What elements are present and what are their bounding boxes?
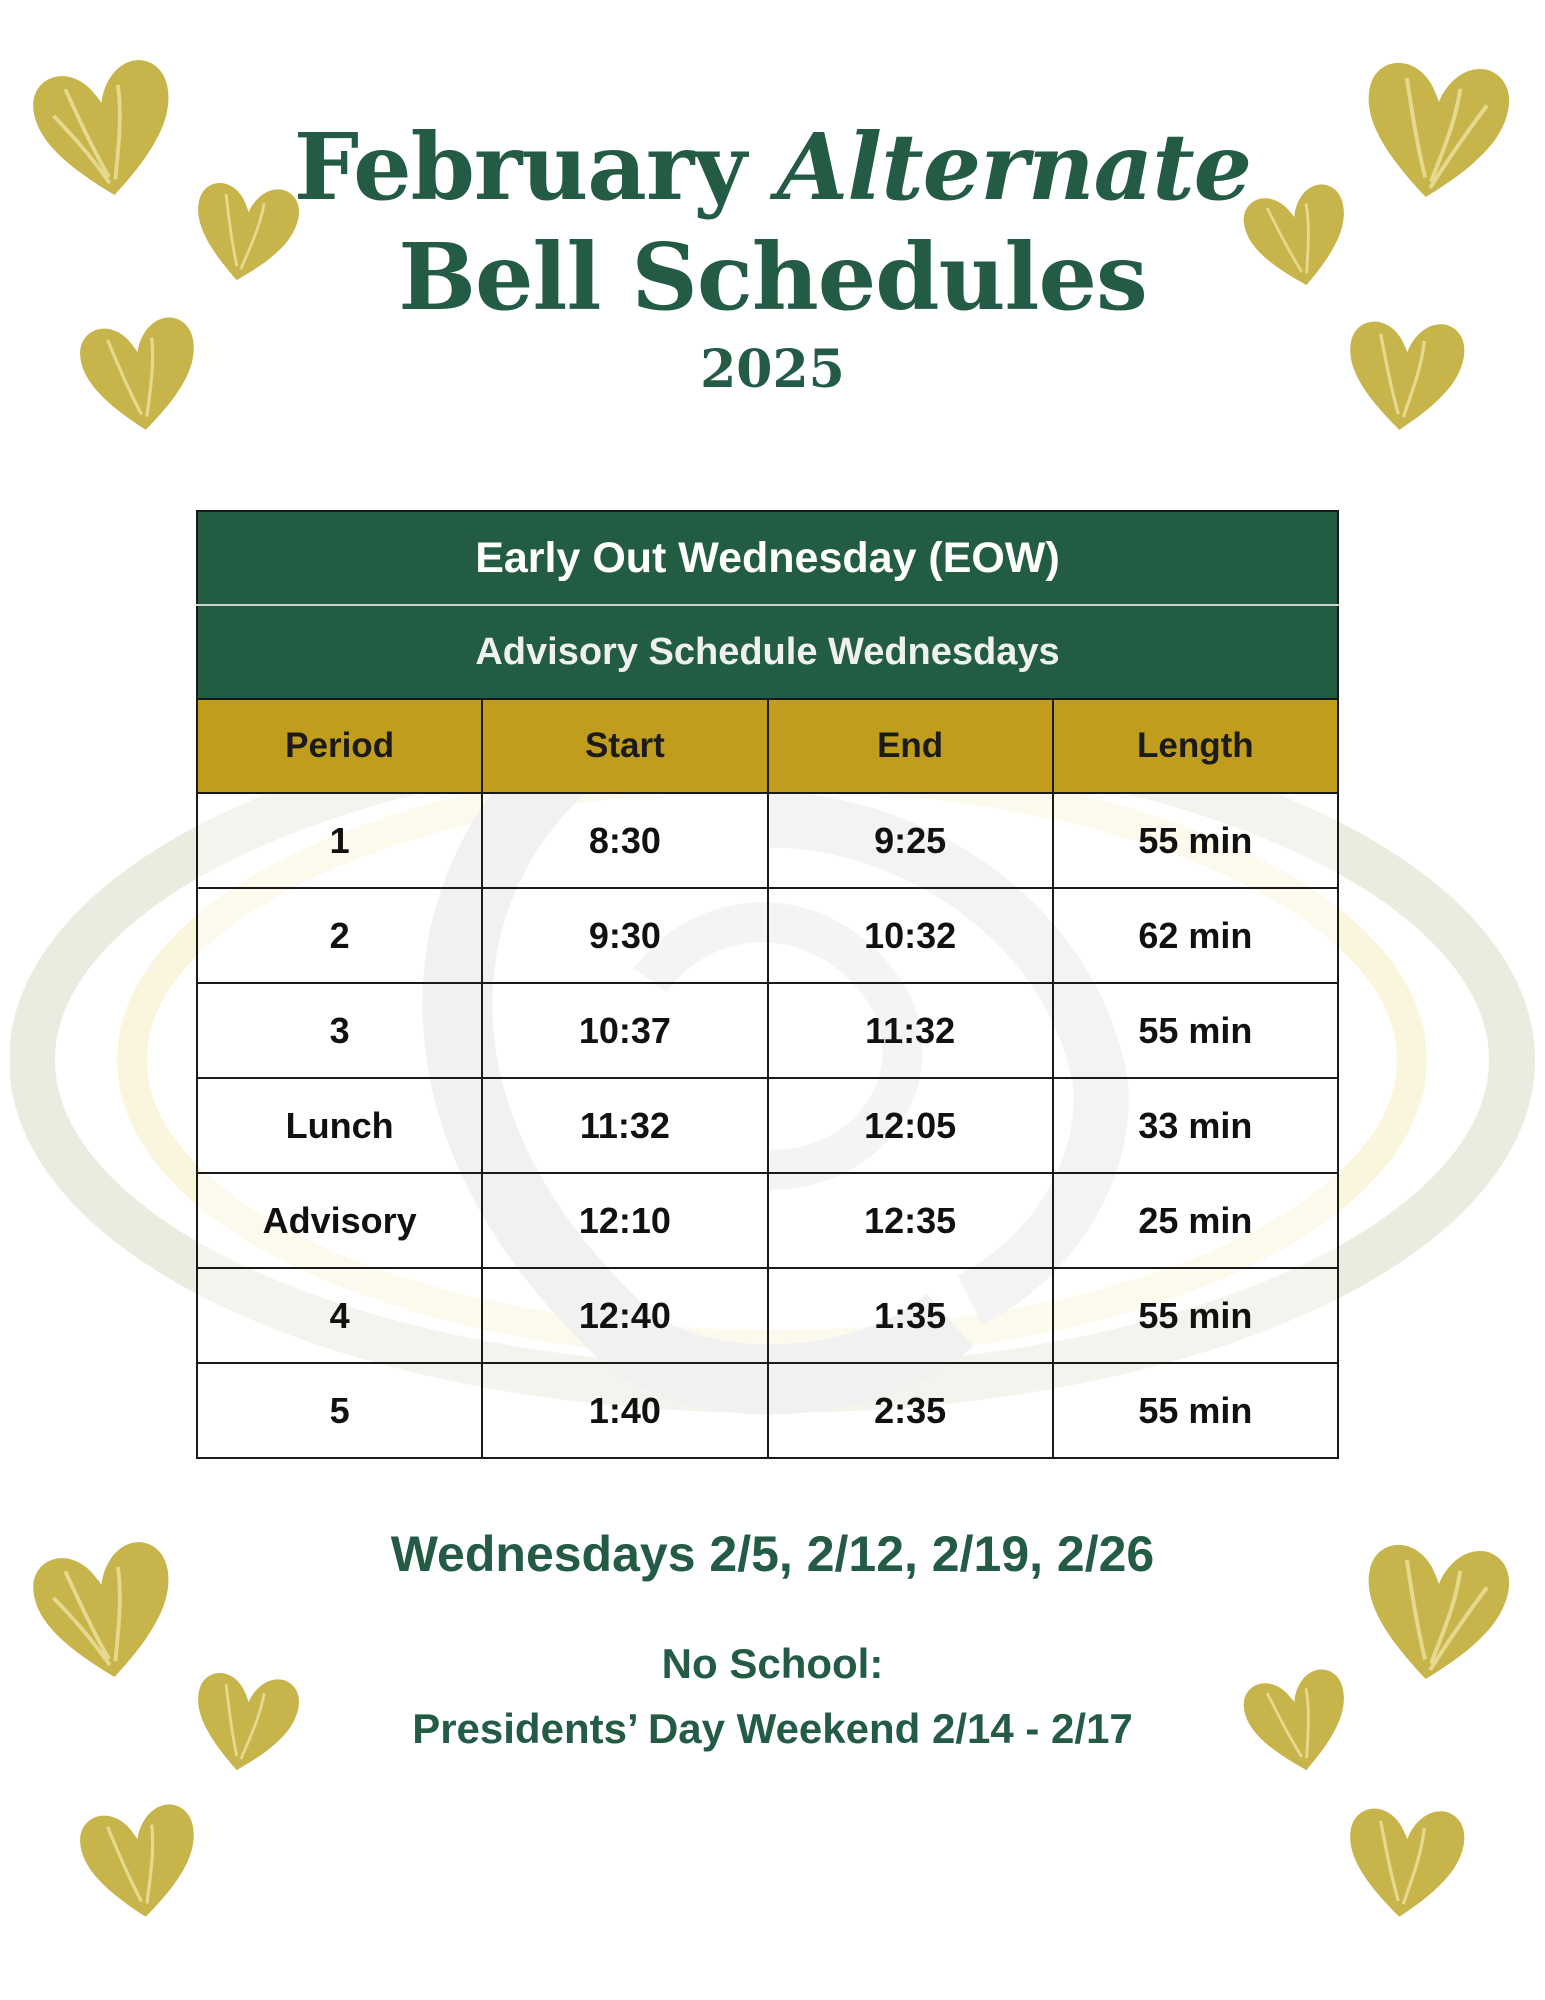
cell-period: 5: [197, 1363, 482, 1458]
bell-schedule-table: [196, 510, 1339, 1459]
table-row: [197, 1078, 1338, 1173]
year-label: 2025: [700, 339, 845, 400]
column-header-start: Start: [482, 699, 767, 793]
cell-end: 12:05: [768, 1078, 1053, 1173]
table-row: [197, 1268, 1338, 1363]
cell-period: 3: [197, 983, 482, 1078]
cell-length: 55 min: [1053, 983, 1338, 1078]
cell-length: 62 min: [1053, 888, 1338, 983]
cell-period: 2: [197, 888, 482, 983]
cell-period: Lunch: [197, 1078, 482, 1173]
wednesday-dates: Wednesdays 2/5, 2/12, 2/19, 2/26: [390, 1526, 1155, 1582]
cell-end: 10:32: [768, 888, 1053, 983]
cell-end: 12:35: [768, 1173, 1053, 1268]
cell-length: 33 min: [1053, 1078, 1338, 1173]
table-row: [197, 983, 1338, 1078]
cell-end: 2:35: [768, 1363, 1053, 1458]
cell-length: 55 min: [1053, 1268, 1338, 1363]
table-subtitle: Advisory Schedule Wednesdays: [197, 605, 1338, 699]
no-school-label: No School:: [661, 1640, 884, 1687]
page-title: [0, 112, 1545, 222]
table-title: Early Out Wednesday (EOW): [197, 511, 1338, 605]
table-subtitle-row: [197, 605, 1338, 699]
cell-start: 11:32: [482, 1078, 767, 1173]
table-row: [197, 1363, 1338, 1458]
table-row: [197, 888, 1338, 983]
no-school-detail: Presidents’ Day Weekend 2/14 - 2/17: [412, 1705, 1133, 1752]
table-title-row: [197, 511, 1338, 605]
cell-start: 10:37: [482, 983, 767, 1078]
cell-start: 12:40: [482, 1268, 767, 1363]
table-row: [197, 1173, 1338, 1268]
cell-start: 12:10: [482, 1173, 767, 1268]
cell-period: 1: [197, 793, 482, 888]
cell-length: 55 min: [1053, 1363, 1338, 1458]
table-header-row: [197, 699, 1338, 793]
cell-start: 9:30: [482, 888, 767, 983]
cell-start: 1:40: [482, 1363, 767, 1458]
column-header-length: Length: [1053, 699, 1338, 793]
title-word: February: [293, 113, 746, 221]
cell-start: 8:30: [482, 793, 767, 888]
column-header-period: Period: [197, 699, 482, 793]
title-italic-word: Alternate: [776, 113, 1252, 221]
column-header-end: End: [768, 699, 1053, 793]
cell-end: 1:35: [768, 1268, 1053, 1363]
table-row: [197, 793, 1338, 888]
cell-length: 25 min: [1053, 1173, 1338, 1268]
heart-icon: [1333, 1789, 1476, 1937]
cell-period: 4: [197, 1268, 482, 1363]
heart-icon: [68, 1789, 211, 1937]
cell-end: 11:32: [768, 983, 1053, 1078]
cell-end: 9:25: [768, 793, 1053, 888]
cell-length: 55 min: [1053, 793, 1338, 888]
cell-period: Advisory: [197, 1173, 482, 1268]
page-title-line2: Bell Schedules: [398, 223, 1147, 331]
